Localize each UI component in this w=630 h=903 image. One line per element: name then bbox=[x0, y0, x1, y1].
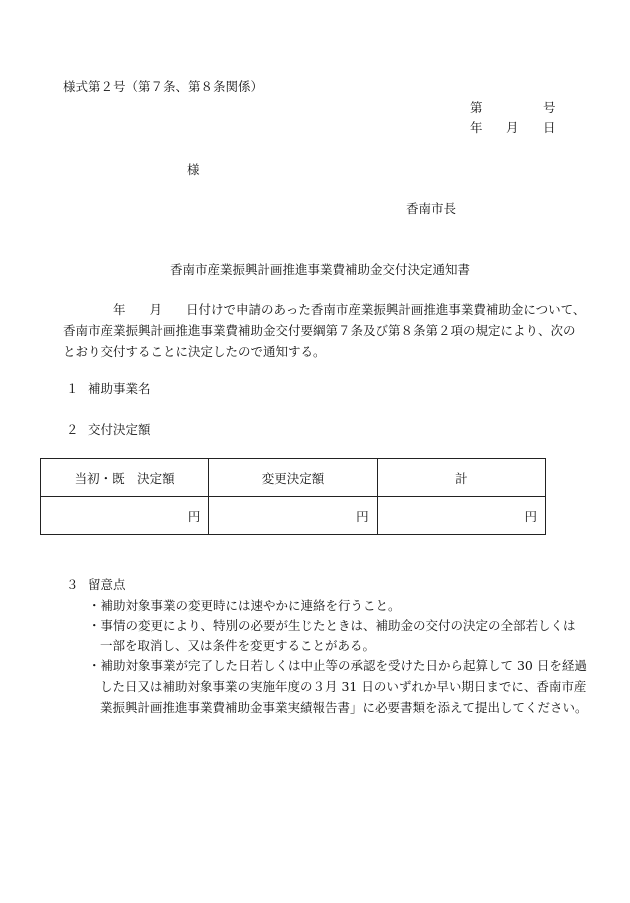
section-3-number: ３ bbox=[66, 577, 79, 592]
table-header-changed-amount: 変更決定額 bbox=[209, 459, 377, 497]
changed-amount-cell: 円 bbox=[209, 497, 377, 535]
document-number-suffix: 号 bbox=[543, 100, 556, 115]
note-item-3-line-3: 業振興計画推進事業費補助金事業実績報告書」に必要書類を添えて提出してください。 bbox=[100, 700, 588, 715]
date-month-label: 月 bbox=[506, 120, 519, 135]
note-item-3-line-1: ・補助対象事業が完了した日若しくは中止等の承認を受けた日から起算して 30 日を経過 bbox=[88, 658, 587, 673]
section-2-number: ２ bbox=[66, 422, 79, 437]
date-day-label: 日 bbox=[543, 120, 556, 135]
table-header-initial-amount: 当初・既 決定額 bbox=[41, 459, 209, 497]
section-3-label: 留意点 bbox=[88, 577, 126, 592]
date-year-label: 年 bbox=[470, 120, 483, 135]
document-number-prefix: 第 bbox=[470, 100, 483, 115]
section-1-label: 補助事業名 bbox=[88, 381, 151, 396]
document-title: 香南市産業振興計画推進事業費補助金交付決定通知書 bbox=[170, 262, 471, 277]
initial-amount-cell: 円 bbox=[41, 497, 209, 535]
section-1-heading bbox=[66, 383, 151, 396]
table-row bbox=[41, 497, 546, 535]
body-month-label: 月 bbox=[149, 302, 163, 317]
section-2-label: 交付決定額 bbox=[88, 422, 151, 437]
section-2-heading bbox=[66, 424, 151, 437]
addressee-honorific: 様 bbox=[187, 162, 200, 177]
note-item-2-line-2: 一部を取消し、又は条件を変更することがある。 bbox=[100, 638, 376, 653]
section-1-number: １ bbox=[66, 381, 79, 396]
note-item-2-line-1: ・事情の変更により、特別の必要が生じたときは、補助金の交付の決定の全部若しくは bbox=[88, 618, 576, 633]
total-amount-cell: 円 bbox=[377, 497, 545, 535]
issuer-name: 香南市長 bbox=[406, 201, 457, 216]
body-line-1-text: 日付けで申請のあった香南市産業振興計画推進事業費補助金について、 bbox=[186, 302, 586, 317]
note-item-1: ・補助対象事業の変更時には速やかに連絡を行うこと。 bbox=[88, 598, 401, 613]
body-line-3: とおり交付することに決定したので通知する。 bbox=[63, 344, 326, 359]
table-header-total: 計 bbox=[377, 459, 545, 497]
body-year-label: 年 bbox=[113, 302, 126, 317]
grant-amount-table bbox=[40, 458, 546, 535]
body-line-1 bbox=[63, 304, 585, 317]
form-label: 様式第２号（第７条、第８条関係） bbox=[63, 79, 264, 94]
table-header-row bbox=[41, 459, 546, 497]
body-line-2: 香南市産業振興計画推進事業費補助金交付要綱第７条及び第８条第２項の規定により、次の bbox=[63, 323, 576, 338]
note-item-3-line-2: した日又は補助対象事業の実施年度の３月 31 日のいずれか早い期日までに、香南市産 bbox=[100, 679, 587, 694]
section-3-heading bbox=[66, 579, 126, 592]
